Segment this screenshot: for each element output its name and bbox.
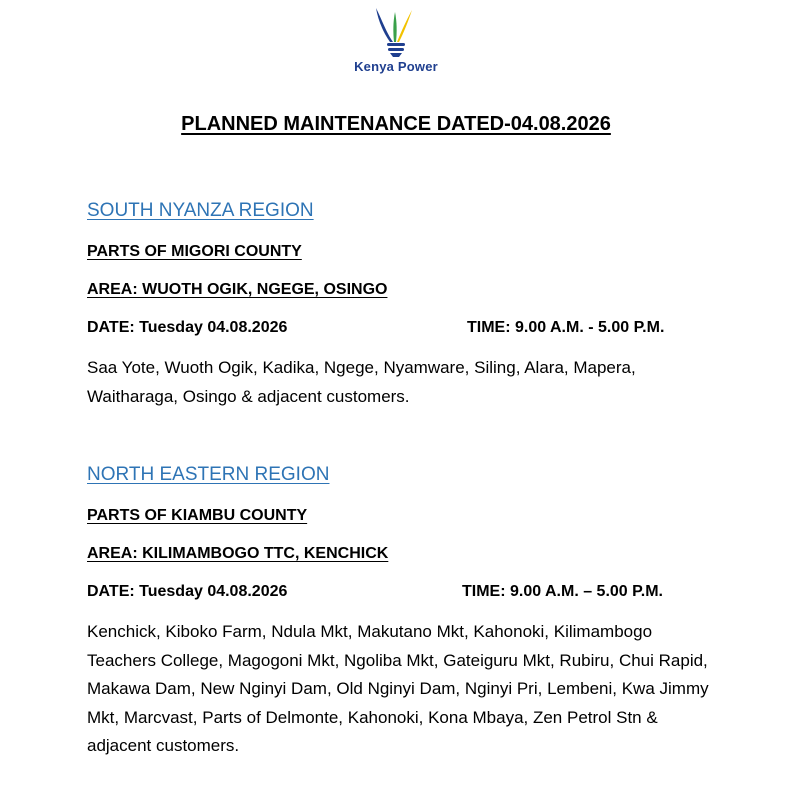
outage-time: TIME: 9.00 A.M. – 5.00 P.M. <box>462 583 663 600</box>
affected-areas-description: Saa Yote, Wuoth Ogik, Kadika, Ngege, Nyamware, Siling, Alara, Mapera, Waitharaga, Osingo & adjacent customers. <box>87 358 636 406</box>
area-heading: AREA: WUOTH OGIK, NGEGE, OSINGO <box>87 281 388 298</box>
logo-text: Kenya Power <box>354 59 438 74</box>
outage-date: DATE: Tuesday 04.08.2026 <box>87 319 288 336</box>
outage-time: TIME: 9.00 A.M. - 5.00 P.M. <box>467 319 665 336</box>
kenya-power-logo <box>340 6 452 78</box>
area-heading: AREA: KILIMAMBOGO TTC, KENCHICK <box>87 545 389 562</box>
region-heading: NORTH EASTERN REGION <box>87 464 330 485</box>
outage-date: DATE: Tuesday 04.08.2026 <box>87 583 288 600</box>
county-heading: PARTS OF KIAMBU COUNTY <box>87 507 308 524</box>
affected-areas-description: Kenchick, Kiboko Farm, Ndula Mkt, Makutano Mkt, Kahonoki, Kilimambogo Teachers College, Magogoni Mkt, Ngoliba Mkt, Gateiguru Mkt, Rubiru, Chui Rapid, Makawa Dam, New Nginyi Dam, Old Nginyi Dam, Nginyi Pri, Lembeni, Kwa Jimmy Mkt, Marcvast, Parts of Delmonte, Kahonoki, Kona Mbaya, Zen Petrol Stn & adjacent customers. <box>87 622 709 755</box>
county-heading: PARTS OF MIGORI COUNTY <box>87 243 302 260</box>
kenya-power-logo-icon <box>366 6 426 58</box>
page-title: PLANNED MAINTENANCE DATED-04.08.2026 <box>181 113 611 135</box>
region-heading: SOUTH NYANZA REGION <box>87 200 314 221</box>
